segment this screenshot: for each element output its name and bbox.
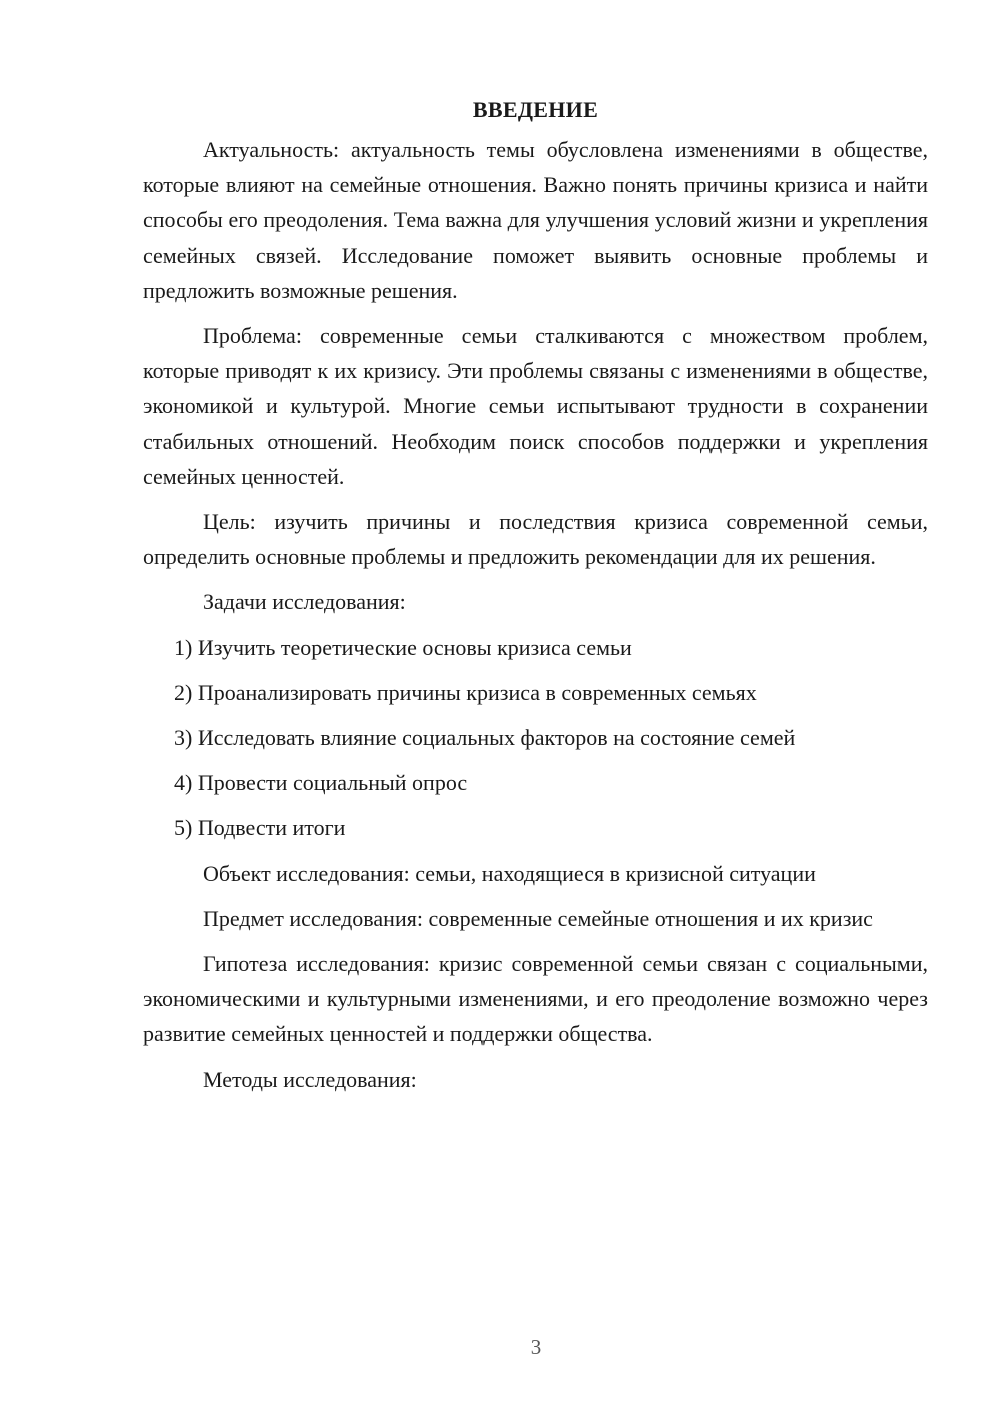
object-paragraph: Объект исследования: семьи, находящиеся в кризисной ситуации <box>203 860 816 886</box>
task-item: 2) Проанализировать причины кризиса в современных семьях <box>174 679 757 705</box>
section-heading: ВВЕДЕНИЕ <box>472 97 599 122</box>
page-number: 3 <box>530 1335 542 1359</box>
subject-paragraph: Предмет исследования: современные семейные отношения и их кризис <box>203 905 873 931</box>
problem-paragraph: Проблема: современные семьи сталкиваются с множеством проблем, которые приводят к их кризису. Эти проблемы связаны с изменениями в обществе, экономикой и культурой. Многие семьи испытывают трудности в сохранении стабильных отношений. Необходим поиск способов поддержки и укрепления семейных ценностей. <box>143 323 928 489</box>
tasks-list <box>143 630 928 846</box>
tasks-title: Задачи исследования: <box>203 589 406 615</box>
methods-title: Методы исследования: <box>203 1066 417 1092</box>
task-item: 5) Подвести итоги <box>174 815 346 841</box>
task-item: 1) Изучить теоретические основы кризиса семьи <box>174 634 632 660</box>
hypothesis-paragraph: Гипотеза исследования: кризис современной семьи связан с социальными, экономическими и культурными изменениями, и его преодоление возможно через развитие семейных ценностей и поддержки общества. <box>143 951 928 1047</box>
page-content <box>143 92 928 1107</box>
task-item: 4) Провести социальный опрос <box>174 770 468 796</box>
goal-paragraph: Цель: изучить причины и последствия кризиса современной семьи, определить основные проблемы и предложить рекомендации для их решения. <box>143 509 928 570</box>
relevance-paragraph: Актуальность: актуальность темы обусловлена изменениями в обществе, которые влияют на семейные отношения. Важно понять причины кризиса и найти способы его преодоления. Тема важна для улучшения условий жизни и укрепления семейных связей. Исследование поможет выявить основные проблемы и предложить возможные решения. <box>143 137 928 303</box>
task-item: 3) Исследовать влияние социальных факторов на состояние семей <box>174 725 796 751</box>
